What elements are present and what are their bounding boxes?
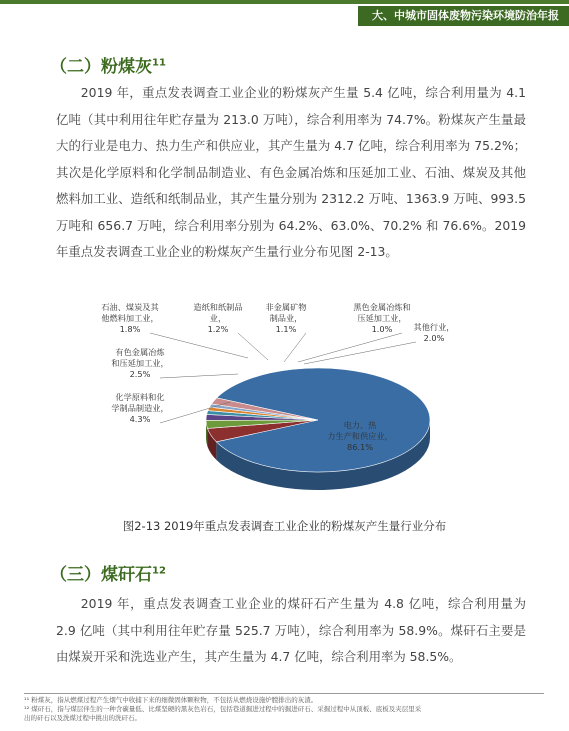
section-title-text: （三）煤矸石 xyxy=(50,565,152,585)
footnote-12-cont: 出的矸石以及洗煤过程中挑出的洗矸石。 xyxy=(24,714,141,722)
header-title: 大、中城市固体废物污染环境防治年报 xyxy=(358,6,569,26)
pie-label: 石油、煤炭及其他燃料加工业， 1.8% xyxy=(101,302,159,334)
pie-label: 电力、热力生产和供应业， 86.1% xyxy=(327,420,393,452)
footnote-ref-12: 12 xyxy=(152,565,166,577)
fly-ash-pie-chart xyxy=(90,300,490,510)
figure-caption: 图2-13 2019年重点发表调查工业企业的粉煤灰产生量行业分布 xyxy=(122,519,447,533)
pie-label: 其他行业， 2.0% xyxy=(413,322,455,343)
pie-leader-line xyxy=(238,333,268,360)
paragraph-text: 2019 年，重点发表调查工业企业的粉煤灰产生量 5.4 亿吨，综合利用量为 4.1 亿吨（其中利用往年贮存量为 213.0 万吨），综合利用率为 74.7%。粉煤灰产生量最大的行业是电力、热力生产和供应业，其产生量为 4.7 亿吨，综合利用率为 75.2%；其次是化学原料和化学制品制造业、有色金属冶炼和压延加工业、石油、煤炭及其他燃料加工业、造纸和纸制品业，其产生量分别为 2312.2 万吨、1363.9 万吨、993.5 万吨和 656.7 万吨，综合利用率分别为 64.2%、63.0%、70.2% 和 76.6%。2019 年重点发表调查工业企业的粉煤灰产生量行业分布见图 2-13。 xyxy=(56,85,526,259)
fly-ash-paragraph xyxy=(56,80,526,266)
pie-leader-line xyxy=(284,333,306,362)
section-title-coal-gangue xyxy=(50,560,166,585)
pie-label: 造纸和纸制品业， 1.2% xyxy=(193,302,243,334)
pie-label: 黑色金属冶炼和压延加工业， 1.0% xyxy=(353,302,411,334)
pie-leader-line xyxy=(150,333,248,358)
header-accent-line xyxy=(0,0,569,4)
pie-label: 非金属矿物制品业， 1.1% xyxy=(265,302,307,334)
pie-label: 化学原料和化学制品制造业， 4.3% xyxy=(111,392,169,424)
coal-gangue-paragraph xyxy=(56,591,526,671)
section-title-text: （二）粉煤灰 xyxy=(50,57,152,77)
pie-label: 有色金属冶炼和压延加工业， 2.5% xyxy=(111,347,169,379)
section-title-fly-ash xyxy=(50,52,166,77)
pie-leader-line xyxy=(298,333,402,362)
pie-leader-line xyxy=(160,374,238,378)
pie-leader-line xyxy=(304,342,416,364)
footnote-ref-11: 11 xyxy=(152,57,166,69)
footnote-11: ¹¹ 粉煤灰，指从燃煤过程产生烟气中收捕下来的细微固体颗粒物，不包括从燃烧设施炉膛排出的灰渣。 xyxy=(24,696,318,704)
paragraph-text: 2019 年，重点发表调查工业企业的煤矸石产生量为 4.8 亿吨，综合利用量为 2.9 亿吨（其中利用往年贮存量 525.7 万吨），综合利用率为 58.9%。煤矸石主要是由煤炭开采和洗选业产生，其产生量为 4.7 亿吨，综合利用率为 58.5%。 xyxy=(56,596,526,664)
page-header xyxy=(0,0,569,26)
footnote-12: ¹² 煤矸石，指与煤层伴生的一种含碳量低、比煤坚硬的黑灰色岩石，包括巷道掘进过程中的掘进矸石、采掘过程中从顶板、底板及夹层里采 xyxy=(24,705,422,713)
footnotes xyxy=(24,693,544,723)
